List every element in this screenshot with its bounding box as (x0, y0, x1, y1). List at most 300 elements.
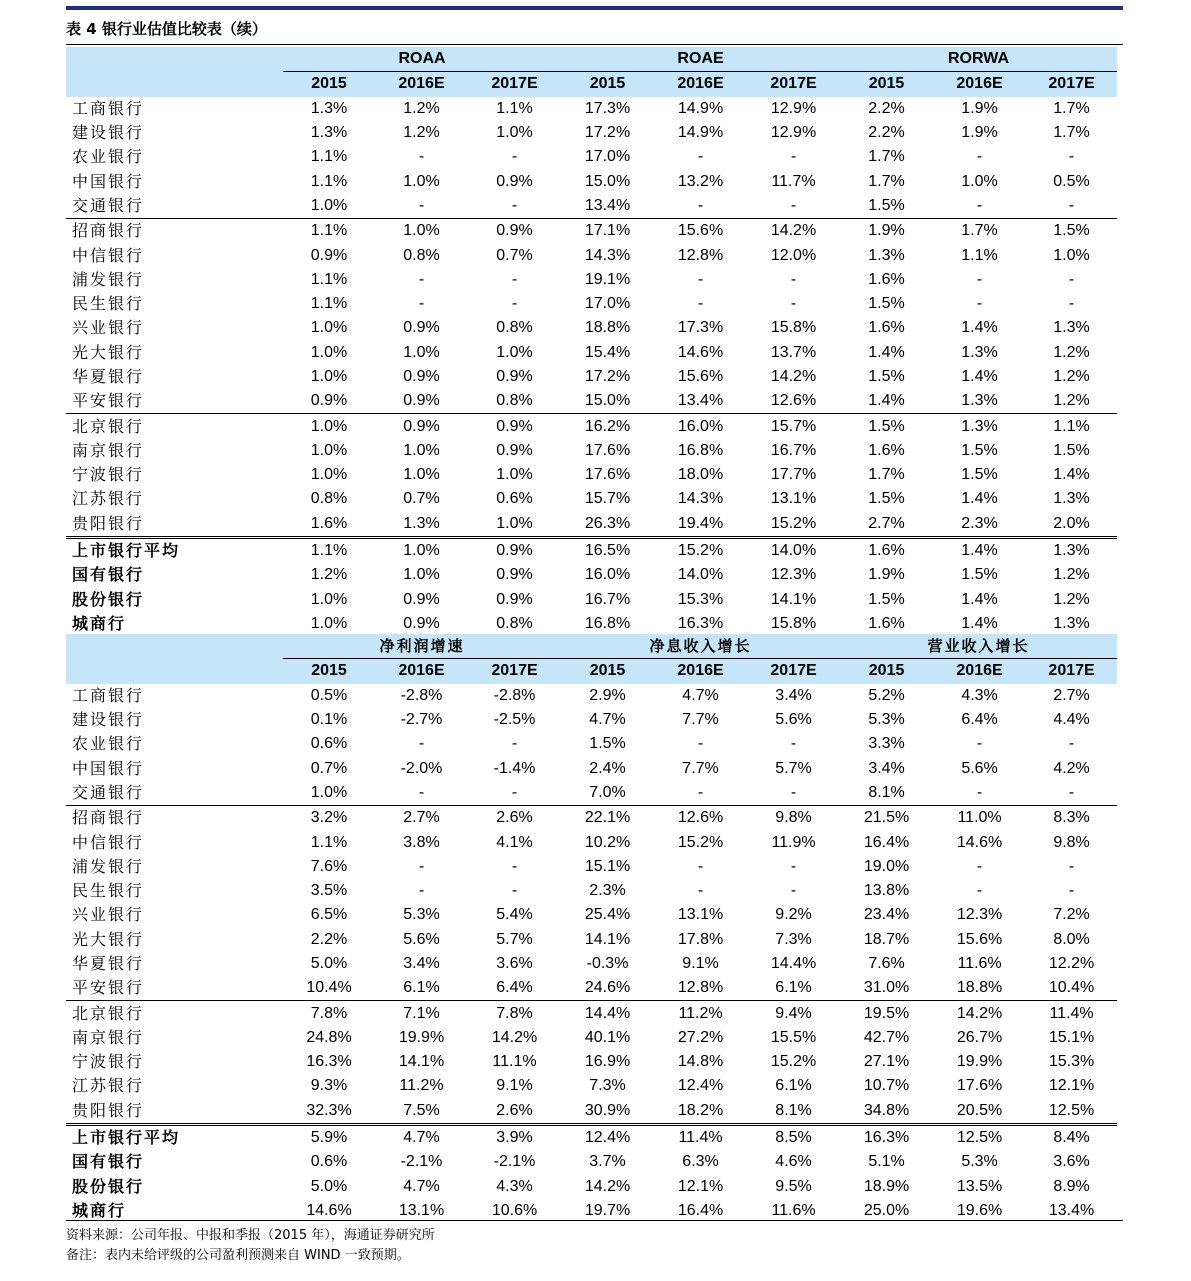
value-cell: -1.4% (493, 759, 536, 777)
average-name: 国有银行 (72, 1152, 145, 1172)
value-cell: 14.0% (677, 566, 724, 584)
value-cell: 13.2% (677, 172, 724, 190)
bank-name: 农业银行 (72, 734, 145, 754)
value-cell: 1.7% (868, 172, 905, 190)
value-cell: 1.4% (961, 590, 998, 608)
value-cell: 13.1% (398, 1201, 445, 1219)
value-cell: 4.1% (496, 833, 533, 851)
value-cell: 15.2% (654, 537, 747, 563)
value-cell: 2.3% (961, 514, 998, 532)
value-cell: - (1068, 148, 1075, 166)
bank-name: 宁波银行 (72, 1052, 145, 1072)
value-cell: 14.8% (677, 1053, 724, 1071)
value-cell: 4.6% (775, 1153, 812, 1171)
value-cell: 2.4% (589, 759, 626, 777)
table-row (66, 1001, 1117, 1026)
value-cell: - (790, 148, 797, 166)
value-cell: 12.6% (654, 806, 747, 831)
bank-name: 中国银行 (72, 171, 145, 191)
value-cell: 11.4% (1026, 1001, 1117, 1026)
value-cell: 15.0% (584, 392, 631, 410)
value-cell: 1.2% (403, 124, 440, 142)
value-cell: 4.7% (375, 1124, 468, 1150)
value-cell: 0.6% (310, 1153, 348, 1171)
value-cell: 0.9% (403, 319, 440, 337)
value-cell: 17.6% (956, 1077, 1003, 1095)
value-cell: 11.0% (933, 806, 1026, 831)
value-cell: 15.1% (1048, 1028, 1095, 1046)
table-row (66, 756, 1117, 780)
value-cell: 22.1% (561, 806, 654, 831)
bank-name: 南京银行 (72, 440, 145, 460)
value-cell: 25.0% (863, 1201, 910, 1219)
value-cell: 1.4% (1053, 466, 1090, 484)
value-cell: 12.9% (770, 124, 817, 142)
year-header: 2017E (468, 72, 561, 97)
value-cell: - (418, 783, 425, 801)
value-cell: 18.7% (863, 930, 910, 948)
value-cell: 17.0% (584, 295, 631, 313)
bank-name: 中信银行 (72, 245, 145, 265)
value-cell: - (697, 148, 704, 166)
value-cell: 8.3% (1026, 806, 1117, 831)
value-cell: - (418, 148, 425, 166)
value-cell: 1.2% (1053, 590, 1090, 608)
value-cell: 1.5% (1053, 441, 1090, 459)
value-cell: 7.1% (375, 1001, 468, 1026)
value-cell: 15.7% (584, 490, 631, 508)
value-cell: 1.7% (868, 148, 905, 166)
value-cell: 15.6% (654, 219, 747, 244)
value-cell: 18.0% (677, 466, 724, 484)
value-cell: 0.9% (403, 368, 440, 385)
value-cell: 0.9% (496, 441, 533, 459)
value-cell: 7.6% (868, 955, 905, 972)
value-cell: 2.9% (589, 686, 626, 704)
value-cell: 15.5% (770, 1028, 817, 1046)
value-cell: 1.0% (496, 466, 533, 484)
value-cell: 2.2% (868, 99, 905, 117)
value-cell: - (790, 196, 797, 214)
value-cell: 11.2% (654, 1001, 747, 1026)
value-cell: 11.2% (399, 1077, 444, 1095)
valuation-table-growth (66, 634, 1117, 1223)
table-row (66, 830, 1117, 854)
value-cell: - (511, 148, 518, 166)
value-cell: 17.3% (677, 319, 724, 337)
value-cell: -2.7% (400, 711, 443, 729)
year-header: 2016E (654, 659, 747, 684)
value-cell: 1.3% (1026, 537, 1117, 563)
value-cell: 2.7% (375, 806, 468, 831)
value-cell: 8.1% (868, 783, 905, 801)
value-cell: 0.9% (496, 566, 533, 584)
value-cell: 1.2% (1053, 392, 1090, 410)
value-cell: 17.6% (584, 441, 631, 459)
header-spacer (66, 47, 283, 72)
value-cell: 14.1% (584, 930, 631, 948)
value-cell: 16.3% (306, 1053, 352, 1071)
value-cell: 7.5% (403, 1101, 440, 1119)
value-cell: - (511, 783, 518, 801)
value-cell: 1.6% (868, 270, 905, 288)
value-cell: - (511, 270, 518, 288)
value-cell: 0.9% (468, 219, 561, 244)
year-header: 2015 (283, 72, 375, 97)
value-cell: - (697, 857, 704, 875)
table-row (66, 365, 1117, 389)
value-cell: 15.2% (770, 514, 817, 532)
value-cell: 19.0% (863, 857, 910, 875)
value-cell: 24.6% (584, 979, 631, 997)
bank-name: 光大银行 (72, 929, 145, 949)
value-cell: 1.3% (933, 414, 1026, 439)
value-cell: 1.0% (310, 466, 348, 484)
bank-name: 浦发银行 (72, 269, 145, 289)
value-cell: 27.1% (863, 1053, 910, 1071)
value-cell: 40.1% (584, 1028, 631, 1046)
value-cell: 3.6% (1053, 1153, 1090, 1171)
bank-name: 光大银行 (72, 342, 145, 362)
value-cell: 1.0% (310, 343, 348, 361)
value-cell: 19.7% (584, 1201, 631, 1219)
value-cell: 6.4% (961, 711, 998, 729)
value-cell: - (1068, 783, 1075, 801)
value-cell: 1.3% (1053, 614, 1090, 632)
value-cell: 19.6% (956, 1201, 1003, 1219)
table-row (66, 121, 1117, 145)
value-cell: 30.9% (584, 1101, 631, 1119)
group-header-row (66, 634, 1117, 659)
value-cell: 17.6% (584, 466, 631, 484)
average-row (66, 563, 1117, 587)
bank-name: 工商银行 (72, 685, 145, 705)
value-cell: 12.6% (770, 392, 817, 410)
value-cell: 19.4% (677, 514, 724, 532)
value-cell: 3.6% (496, 955, 533, 972)
value-cell: 0.8% (403, 246, 440, 264)
bank-name: 建设银行 (72, 710, 145, 730)
value-cell: 10.6% (491, 1201, 538, 1219)
value-cell: 14.3% (584, 246, 631, 264)
value-cell: 0.9% (496, 368, 533, 385)
value-cell: 1.1% (283, 219, 375, 244)
value-cell: 8.0% (1053, 930, 1090, 948)
value-cell: 1.5% (868, 368, 905, 385)
value-cell: 7.7% (682, 759, 719, 777)
value-cell: - (511, 295, 518, 313)
value-cell: 5.3% (403, 906, 440, 924)
value-cell: - (511, 882, 518, 900)
value-cell: 12.5% (1048, 1101, 1095, 1119)
value-cell: 2.6% (496, 1101, 533, 1119)
value-cell: 1.9% (961, 99, 998, 117)
bank-name: 工商银行 (72, 98, 145, 118)
value-cell: - (697, 783, 704, 801)
value-cell: 4.3% (961, 686, 998, 704)
group-header: 营业收入增长 (840, 634, 1117, 659)
average-row (66, 1150, 1117, 1174)
value-cell: 1.4% (933, 537, 1026, 563)
value-cell: 10.2% (584, 833, 631, 851)
value-cell: 13.4% (677, 392, 724, 410)
value-cell: 4.7% (403, 1177, 440, 1195)
value-cell: 1.0% (403, 441, 440, 459)
value-cell: 13.1% (770, 490, 817, 508)
value-cell: 16.8% (584, 614, 631, 632)
value-cell: 0.9% (496, 172, 533, 190)
value-cell: 1.0% (310, 441, 348, 459)
value-cell: 17.1% (561, 219, 654, 244)
value-cell: 1.5% (868, 590, 905, 608)
value-cell: 27.2% (677, 1028, 724, 1046)
value-cell: 0.9% (496, 590, 533, 608)
value-cell: 16.3% (677, 614, 724, 632)
value-cell: 3.4% (868, 759, 905, 777)
table-row (66, 414, 1117, 439)
year-header: 2016E (933, 72, 1026, 97)
value-cell: 9.1% (496, 1077, 533, 1095)
value-cell: 19.5% (840, 1001, 933, 1026)
value-cell: 5.6% (403, 930, 440, 948)
bank-name: 招商银行 (66, 806, 283, 831)
value-cell: 16.9% (584, 1053, 631, 1071)
value-cell: 17.3% (584, 99, 631, 117)
value-cell: 0.8% (496, 614, 533, 632)
value-cell: 8.4% (1026, 1124, 1117, 1150)
value-cell: 5.4% (496, 906, 533, 924)
value-cell: 11.6% (957, 955, 1002, 972)
value-cell: 4.2% (1053, 759, 1090, 777)
value-cell: 17.7% (770, 466, 817, 484)
value-cell: 1.3% (1053, 490, 1090, 508)
value-cell: 0.7% (496, 246, 533, 264)
bank-name: 中国银行 (72, 758, 145, 778)
value-cell: 1.4% (961, 614, 998, 632)
value-cell: - (790, 783, 797, 801)
value-cell: 5.3% (868, 711, 905, 729)
bank-name: 宁波银行 (72, 465, 145, 485)
value-cell: 1.0% (283, 414, 375, 439)
remark-note: 备注：表内未给评级的公司盈利预测来自 WIND 一致预期。 (66, 1248, 410, 1263)
value-cell: 13.1% (677, 906, 724, 924)
value-cell: 12.4% (561, 1124, 654, 1150)
value-cell: -2.5% (493, 711, 536, 729)
value-cell: 13.5% (956, 1177, 1003, 1195)
value-cell: 12.1% (677, 1177, 724, 1195)
value-cell: 20.5% (956, 1101, 1003, 1119)
value-cell: -2.8% (400, 686, 443, 704)
value-cell: 1.5% (1026, 219, 1117, 244)
value-cell: 1.7% (868, 466, 905, 484)
table-row (66, 855, 1117, 879)
value-cell: 1.3% (961, 392, 998, 410)
value-cell: 1.2% (310, 566, 348, 584)
year-header: 2015 (561, 72, 654, 97)
value-cell: 18.9% (863, 1177, 910, 1195)
value-cell: - (697, 735, 704, 753)
average-name: 股份银行 (72, 589, 145, 609)
table-row (66, 194, 1117, 219)
table-row (66, 879, 1117, 903)
value-cell: - (976, 148, 983, 166)
year-header-row (66, 659, 1117, 684)
value-cell: 1.5% (961, 566, 998, 584)
value-cell: - (418, 270, 425, 288)
value-cell: 12.4% (677, 1077, 724, 1095)
value-cell: 1.4% (961, 368, 998, 385)
average-name: 城商行 (72, 613, 127, 633)
table-row (66, 97, 1117, 121)
value-cell: 1.1% (310, 148, 348, 166)
value-cell: 0.6% (496, 490, 533, 508)
value-cell: - (697, 882, 704, 900)
value-cell: 7.3% (589, 1077, 626, 1095)
value-cell: 18.2% (677, 1101, 724, 1119)
value-cell: 1.0% (310, 368, 348, 385)
value-cell: 16.7% (584, 590, 631, 608)
value-cell: 5.0% (310, 1177, 348, 1195)
value-cell: 42.7% (863, 1028, 910, 1046)
value-cell: 34.8% (863, 1101, 910, 1119)
value-cell: 15.0% (584, 172, 631, 190)
value-cell: 3.8% (403, 833, 440, 851)
value-cell: 16.2% (561, 414, 654, 439)
value-cell: 14.2% (747, 219, 840, 244)
value-cell: 17.8% (677, 930, 724, 948)
value-cell: 1.0% (403, 466, 440, 484)
value-cell: 0.7% (403, 490, 440, 508)
value-cell: 15.6% (956, 930, 1003, 948)
value-cell: - (790, 270, 797, 288)
value-cell: 5.7% (496, 930, 533, 948)
value-cell: 3.3% (868, 735, 905, 753)
value-cell: 7.2% (1053, 906, 1090, 924)
value-cell: 14.4% (770, 955, 817, 972)
value-cell: 10.4% (1048, 979, 1095, 997)
value-cell: 1.0% (403, 566, 440, 584)
average-row (66, 537, 1117, 563)
table-row (66, 268, 1117, 292)
value-cell: 6.4% (496, 979, 533, 997)
table-row (66, 781, 1117, 806)
group-header: 净息收入增长 (561, 634, 840, 659)
value-cell: 17.2% (584, 368, 631, 385)
value-cell: 6.1% (775, 979, 812, 997)
value-cell: 24.8% (306, 1028, 352, 1046)
average-name: 股份银行 (72, 1176, 145, 1196)
source-note: 资料来源：公司年报、中报和季报（2015 年），海通证券研究所 (66, 1228, 435, 1243)
value-cell: -2.0% (400, 759, 443, 777)
value-cell: - (697, 196, 704, 214)
bank-name: 江苏银行 (72, 489, 145, 509)
value-cell: 5.1% (868, 1153, 905, 1171)
value-cell: 2.7% (868, 514, 905, 532)
table-row (66, 439, 1117, 463)
value-cell: 1.2% (1053, 368, 1090, 385)
value-cell: 9.3% (310, 1077, 348, 1095)
value-cell: - (1068, 295, 1075, 313)
value-cell: 8.1% (775, 1101, 812, 1119)
title-divider (66, 44, 1123, 45)
bank-name: 农业银行 (72, 147, 145, 167)
bank-name: 兴业银行 (72, 905, 145, 925)
value-cell: 16.0% (584, 566, 631, 584)
value-cell: 1.9% (868, 566, 905, 584)
value-cell: 1.4% (961, 490, 998, 508)
value-cell: -2.1% (493, 1153, 536, 1171)
table-row (66, 903, 1117, 927)
value-cell: 6.1% (403, 979, 440, 997)
value-cell: 1.2% (1053, 343, 1090, 361)
bank-name: 交通银行 (72, 195, 145, 215)
value-cell: 9.2% (775, 906, 812, 924)
value-cell: 1.7% (1053, 124, 1090, 142)
value-cell: 1.6% (868, 441, 905, 459)
value-cell: 11.7% (771, 172, 816, 190)
value-cell: 15.3% (677, 590, 724, 608)
value-cell: 12.1% (1048, 1077, 1095, 1095)
value-cell: 0.9% (468, 414, 561, 439)
value-cell: 11.6% (771, 1201, 816, 1219)
value-cell: - (976, 270, 983, 288)
value-cell: 1.1% (310, 172, 348, 190)
group-header: RORWA (840, 47, 1117, 72)
value-cell: 14.3% (677, 490, 724, 508)
value-cell: - (418, 295, 425, 313)
value-cell: 1.0% (496, 514, 533, 532)
value-cell: 3.5% (310, 882, 348, 900)
value-cell: 11.9% (771, 833, 816, 851)
group-header: ROAA (283, 47, 561, 72)
value-cell: 1.5% (589, 735, 626, 753)
bank-name: 民生银行 (72, 881, 145, 901)
value-cell: 19.1% (584, 270, 631, 288)
value-cell: 12.2% (1048, 955, 1095, 972)
value-cell: - (1068, 196, 1075, 214)
value-cell: - (790, 857, 797, 875)
table-row (66, 1099, 1117, 1125)
table-row (66, 292, 1117, 316)
value-cell: 0.8% (496, 319, 533, 337)
value-cell: 13.4% (584, 196, 631, 214)
value-cell: 1.0% (496, 124, 533, 142)
value-cell: 6.1% (775, 1077, 812, 1095)
value-cell: 6.5% (310, 906, 348, 924)
value-cell: 1.9% (840, 219, 933, 244)
year-header: 2016E (654, 72, 747, 97)
value-cell: 1.5% (840, 414, 933, 439)
value-cell: 0.9% (310, 246, 348, 264)
value-cell: 1.1% (961, 246, 998, 264)
value-cell: 19.9% (398, 1028, 445, 1046)
value-cell: 12.8% (677, 979, 724, 997)
value-cell: 32.3% (306, 1101, 352, 1119)
value-cell: 25.4% (584, 906, 631, 924)
table-row (66, 512, 1117, 538)
year-header: 2016E (375, 72, 468, 97)
value-cell: 17.0% (584, 148, 631, 166)
value-cell: 3.7% (589, 1153, 626, 1171)
header-spacer (66, 72, 283, 97)
value-cell: 14.9% (677, 124, 724, 142)
value-cell: 7.8% (283, 1001, 375, 1026)
value-cell: 2.2% (868, 124, 905, 142)
value-cell: 2.7% (1053, 686, 1090, 704)
value-cell: 15.8% (770, 614, 817, 632)
value-cell: 4.3% (496, 1177, 533, 1195)
bank-name: 平安银行 (72, 978, 145, 998)
